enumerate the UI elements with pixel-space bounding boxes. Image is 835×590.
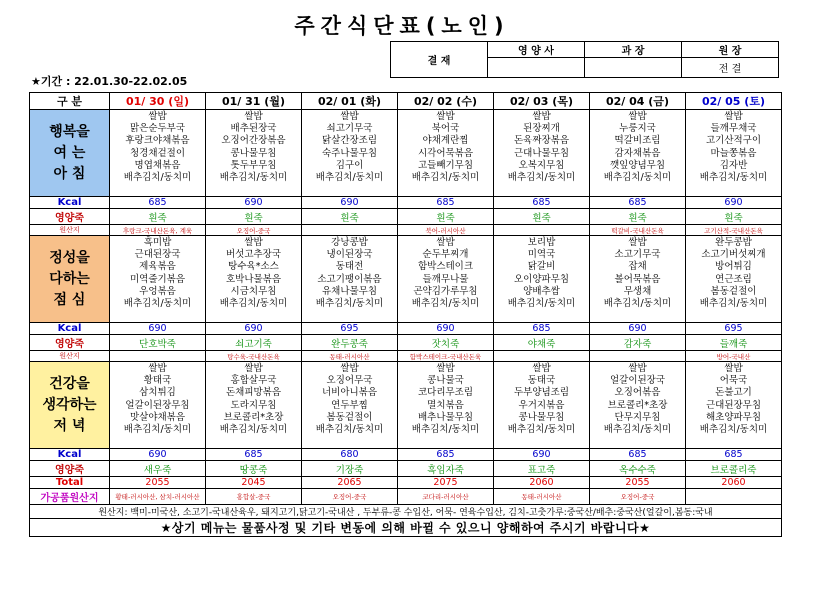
origin-value: 북어-러시아산 bbox=[398, 225, 494, 236]
dish-item: 배추김치/동치미 bbox=[411, 298, 480, 310]
breakfast-menu-fri bbox=[590, 110, 686, 197]
dish-item: 근대된장무침 bbox=[705, 399, 762, 411]
kcal-value: 690 bbox=[494, 449, 590, 461]
lunch-menu-fri bbox=[590, 236, 686, 323]
porridge-label: 영양죽 bbox=[30, 335, 110, 351]
kcal-value: 685 bbox=[398, 449, 494, 461]
dish-item: 방어튀김 bbox=[715, 261, 752, 273]
breakfast-porridge-row bbox=[30, 209, 782, 225]
dish-item: 미역국 bbox=[527, 249, 556, 261]
dish-item: 배추김치/동치미 bbox=[603, 424, 672, 436]
kcal-value: 690 bbox=[686, 197, 782, 209]
dish-item: 우거지볶음 bbox=[518, 399, 565, 411]
lunch-menu-sun bbox=[110, 236, 206, 323]
dish-item: 연두부찜 bbox=[331, 399, 368, 411]
dinner-menu-sun bbox=[110, 362, 206, 449]
dish-item: 제육볶음 bbox=[139, 261, 176, 273]
dish-item: 쌀밥 bbox=[436, 363, 455, 374]
lunch-label bbox=[30, 236, 110, 323]
breakfast-label-line: 여 는 bbox=[53, 144, 86, 161]
dish-item: 어묵국 bbox=[719, 375, 748, 387]
dinner-menu-mon bbox=[206, 362, 302, 449]
dinner-menu-wed bbox=[398, 362, 494, 449]
dish-item: 떡갈비조림 bbox=[614, 135, 661, 147]
origin-label: 원산지 bbox=[30, 351, 110, 362]
dish-item: 쌀밥 bbox=[340, 363, 359, 374]
dinner-menu-row bbox=[30, 362, 782, 449]
dish-item: 양배추쌈 bbox=[523, 285, 560, 297]
dish-item: 브로콜리*초장 bbox=[223, 411, 284, 423]
kcal-value: 690 bbox=[206, 323, 302, 335]
lunch-label-line: 정성을 bbox=[49, 249, 90, 266]
breakfast-menu-mon bbox=[206, 110, 302, 197]
kcal-label: Kcal bbox=[30, 197, 110, 209]
dish-item: 버섯고추장국 bbox=[225, 249, 282, 261]
breakfast-label-line: 행복을 bbox=[49, 123, 90, 140]
notice-row bbox=[30, 519, 782, 537]
dish-item: 잡채 bbox=[628, 261, 647, 273]
dish-item: 쇠고기무국 bbox=[326, 123, 373, 135]
day-header-thu: 02/ 03 (목) bbox=[494, 93, 590, 110]
dish-item: 동태전 bbox=[335, 261, 364, 273]
processed-origin-value: 황태-러시아산, 삼치-러시아산 bbox=[110, 489, 206, 505]
dish-item: 얼갈이된장무침 bbox=[125, 399, 190, 411]
kcal-value: 690 bbox=[398, 323, 494, 335]
dish-item: 쌀밥 bbox=[340, 111, 359, 122]
porridge-value: 브로콜리죽 bbox=[686, 461, 782, 477]
dish-item: 코다리무조림 bbox=[417, 387, 474, 399]
dish-item: 배추나물무침 bbox=[417, 411, 474, 423]
day-header-mon: 01/ 31 (월) bbox=[206, 93, 302, 110]
dish-item: 순두부찌개 bbox=[422, 249, 469, 261]
dinner-menu-sat bbox=[686, 362, 782, 449]
approval-table bbox=[390, 41, 779, 78]
dish-item: 고들빼기무침 bbox=[417, 159, 474, 171]
origin-value: 고기산적-국내산돈육 bbox=[686, 225, 782, 236]
dish-item: 배추김치/동치미 bbox=[315, 172, 384, 184]
breakfast-label bbox=[30, 110, 110, 197]
dish-item: 배추김치/동치미 bbox=[603, 298, 672, 310]
total-row bbox=[30, 477, 782, 489]
approval-sign-director: 전 결 bbox=[682, 58, 779, 78]
kcal-value: 685 bbox=[494, 197, 590, 209]
breakfast-label-line: 아 침 bbox=[53, 165, 86, 182]
total-value: 2060 bbox=[494, 477, 590, 489]
dish-item: 배추김치/동치미 bbox=[603, 172, 672, 184]
dish-item: 쌀밥 bbox=[532, 111, 551, 122]
dish-item: 멸치볶음 bbox=[427, 399, 464, 411]
dish-item: 콩나물무침 bbox=[518, 411, 565, 423]
origin-value: 오징어-중국 bbox=[206, 225, 302, 236]
lunch-menu-sat bbox=[686, 236, 782, 323]
dish-item: 봄동겉절이 bbox=[326, 411, 373, 423]
dish-item: 쌀밥 bbox=[148, 111, 167, 122]
breakfast-menu-sat bbox=[686, 110, 782, 197]
dish-item: 미역줄기볶음 bbox=[129, 273, 186, 285]
porridge-value: 표고죽 bbox=[494, 461, 590, 477]
total-value: 2045 bbox=[206, 477, 302, 489]
dish-item: 배추김치/동치미 bbox=[411, 424, 480, 436]
porridge-value: 옥수수죽 bbox=[590, 461, 686, 477]
origin-value bbox=[302, 225, 398, 236]
porridge-value: 흰죽 bbox=[590, 209, 686, 225]
total-value: 2065 bbox=[302, 477, 398, 489]
day-header-fri: 02/ 04 (금) bbox=[590, 93, 686, 110]
dish-item: 쌀밥 bbox=[244, 111, 263, 122]
kcal-value: 685 bbox=[398, 197, 494, 209]
breakfast-menu-sun bbox=[110, 110, 206, 197]
dinner-label-line: 건강을 bbox=[49, 375, 90, 392]
menu-change-notice: ★상기 메뉴는 물품사정 및 기타 변동에 의해 바뀔 수 있으니 양해하여 주시기 바랍니다★ bbox=[30, 519, 782, 537]
dish-item: 청경채겉절이 bbox=[129, 147, 186, 159]
kcal-value: 685 bbox=[590, 197, 686, 209]
dish-item: 홍합살무국 bbox=[230, 375, 277, 387]
porridge-value: 새우죽 bbox=[110, 461, 206, 477]
porridge-value: 흰죽 bbox=[494, 209, 590, 225]
dish-item: 쌀밥 bbox=[628, 363, 647, 374]
dish-item: 배추김치/동치미 bbox=[699, 172, 768, 184]
dish-item: 보리밥 bbox=[527, 237, 556, 248]
porridge-value: 흑임자죽 bbox=[398, 461, 494, 477]
lunch-menu-wed bbox=[398, 236, 494, 323]
kcal-value: 685 bbox=[110, 197, 206, 209]
dish-item: 쌀밥 bbox=[244, 237, 263, 248]
lunch-porridge-row bbox=[30, 335, 782, 351]
dish-item: 쌀밥 bbox=[724, 111, 743, 122]
total-label: Total bbox=[30, 477, 110, 489]
dish-item: 흑미밥 bbox=[143, 237, 172, 248]
dish-item: 소고기무국 bbox=[614, 249, 661, 261]
kcal-value: 685 bbox=[494, 323, 590, 335]
kcal-value: 690 bbox=[590, 323, 686, 335]
processed-origin-value: 코다리-러시아산 bbox=[398, 489, 494, 505]
breakfast-kcal-row bbox=[30, 197, 782, 209]
dish-item: 시금치무침 bbox=[230, 285, 277, 297]
page-title: 주간식단표(노인) bbox=[294, 14, 510, 38]
dinner-menu-thu bbox=[494, 362, 590, 449]
origin-value bbox=[590, 351, 686, 362]
origin-value: 떡갈비-국내산돈육 bbox=[590, 225, 686, 236]
processed-origin-value: 오징어-중국 bbox=[590, 489, 686, 505]
dish-item: 쌀밥 bbox=[628, 111, 647, 122]
dish-item: 숙주나물무침 bbox=[321, 147, 378, 159]
origin-value: 후랑크-국내산돈육, 계육 bbox=[110, 225, 206, 236]
kcal-label: Kcal bbox=[30, 323, 110, 335]
porridge-label: 영양죽 bbox=[30, 209, 110, 225]
porridge-value: 흰죽 bbox=[686, 209, 782, 225]
breakfast-menu-thu bbox=[494, 110, 590, 197]
approval-role-dietitian: 영 양 사 bbox=[488, 42, 585, 58]
dinner-menu-tue bbox=[302, 362, 398, 449]
processed-origin-value bbox=[686, 489, 782, 505]
dish-item: 야채계란찜 bbox=[422, 135, 469, 147]
approval-sign-dietitian bbox=[488, 58, 585, 78]
dish-item: 배추김치/동치미 bbox=[219, 298, 288, 310]
lunch-label-line: 다하는 bbox=[49, 270, 90, 287]
dish-item: 곤약김가루무침 bbox=[413, 285, 478, 297]
porridge-value: 땅콩죽 bbox=[206, 461, 302, 477]
dish-item: 들깨무채국 bbox=[710, 123, 757, 135]
porridge-value: 감자죽 bbox=[590, 335, 686, 351]
porridge-value: 잣치죽 bbox=[398, 335, 494, 351]
origin-value: 동태-러시아산 bbox=[302, 351, 398, 362]
dish-item: 오징어간장볶음 bbox=[221, 135, 286, 147]
lunch-label-line: 점 심 bbox=[53, 291, 86, 308]
kcal-value: 690 bbox=[110, 323, 206, 335]
approval-sign-manager bbox=[585, 58, 682, 78]
dish-item: 배추김치/동치미 bbox=[699, 424, 768, 436]
dish-item: 소고기버섯찌개 bbox=[701, 249, 766, 261]
dish-item: 해초양파무침 bbox=[705, 411, 762, 423]
dish-item: 소고기팽이볶음 bbox=[317, 273, 382, 285]
porridge-value: 기장죽 bbox=[302, 461, 398, 477]
dish-item: 들깨무나물 bbox=[422, 273, 469, 285]
porridge-value: 단호박죽 bbox=[110, 335, 206, 351]
dish-item: 배추김치/동치미 bbox=[411, 172, 480, 184]
dish-item: 김구이 bbox=[335, 159, 364, 171]
approval-label: 결 재 bbox=[391, 42, 488, 78]
kcal-value: 685 bbox=[206, 449, 302, 461]
dish-item: 돈채피망볶음 bbox=[225, 387, 282, 399]
dish-item: 돈육짜장볶음 bbox=[513, 135, 570, 147]
lunch-origin-row bbox=[30, 351, 782, 362]
origin-value: 방어-국내산 bbox=[686, 351, 782, 362]
weekly-menu-table bbox=[29, 92, 782, 537]
porridge-value: 흰죽 bbox=[110, 209, 206, 225]
dish-item: 콩나물국 bbox=[427, 375, 464, 387]
day-header-wed: 02/ 02 (수) bbox=[398, 93, 494, 110]
origin-value bbox=[494, 225, 590, 236]
dish-item: 오복지무침 bbox=[518, 159, 565, 171]
dish-item: 도라지무침 bbox=[230, 399, 277, 411]
category-header: 구 분 bbox=[30, 93, 110, 110]
breakfast-menu-tue bbox=[302, 110, 398, 197]
dish-item: 오이양파무침 bbox=[513, 273, 570, 285]
porridge-value: 흰죽 bbox=[398, 209, 494, 225]
porridge-value: 야채죽 bbox=[494, 335, 590, 351]
dish-item: 오징어볶음 bbox=[614, 387, 661, 399]
kcal-value: 680 bbox=[302, 449, 398, 461]
dish-item: 봄동겉절이 bbox=[710, 285, 757, 297]
origin-value bbox=[494, 351, 590, 362]
processed-origin-label: 가공품원산지 bbox=[30, 489, 110, 505]
processed-origin-value: 동태-러시아산 bbox=[494, 489, 590, 505]
porridge-label: 영양죽 bbox=[30, 461, 110, 477]
day-header-sat: 02/ 05 (토) bbox=[686, 93, 782, 110]
kcal-label: Kcal bbox=[30, 449, 110, 461]
total-value: 2055 bbox=[590, 477, 686, 489]
dish-item: 배추김치/동치미 bbox=[123, 298, 192, 310]
origin-value: 함박스테이크-국내산돈육 bbox=[398, 351, 494, 362]
processed-origin-value: 홍합살-중국 bbox=[206, 489, 302, 505]
breakfast-menu-wed bbox=[398, 110, 494, 197]
porridge-value: 완두콩죽 bbox=[302, 335, 398, 351]
dish-item: 쌀밥 bbox=[436, 111, 455, 122]
kcal-value: 690 bbox=[206, 197, 302, 209]
dish-item: 쌀밥 bbox=[244, 363, 263, 374]
dinner-label bbox=[30, 362, 110, 449]
lunch-kcal-row bbox=[30, 323, 782, 335]
day-header-sun: 01/ 30 (일) bbox=[110, 93, 206, 110]
dinner-label-line: 저 녁 bbox=[53, 417, 86, 434]
total-value: 2075 bbox=[398, 477, 494, 489]
dish-item: 유채나물무침 bbox=[321, 285, 378, 297]
porridge-value: 들깨죽 bbox=[686, 335, 782, 351]
kcal-value: 690 bbox=[110, 449, 206, 461]
dish-item: 쌀밥 bbox=[724, 363, 743, 374]
dish-item: 두부양념조림 bbox=[513, 387, 570, 399]
kcal-value: 690 bbox=[302, 197, 398, 209]
lunch-menu-mon bbox=[206, 236, 302, 323]
dish-item: 너비아니볶음 bbox=[321, 387, 378, 399]
dish-item: 강낭콩밥 bbox=[331, 237, 368, 248]
dish-item: 돈불고기 bbox=[715, 387, 752, 399]
total-value: 2055 bbox=[110, 477, 206, 489]
breakfast-origin-row bbox=[30, 225, 782, 236]
dish-item: 배추김치/동치미 bbox=[315, 298, 384, 310]
origin-value: 탕수육-국내산돈육 bbox=[206, 351, 302, 362]
dish-item: 함박스테이크 bbox=[417, 261, 474, 273]
dish-item: 맑은순두부국 bbox=[129, 123, 186, 135]
dish-item: 탕수육*소스 bbox=[228, 261, 279, 273]
dish-item: 마늘쫑볶음 bbox=[710, 147, 757, 159]
dish-item: 배추김치/동치미 bbox=[219, 424, 288, 436]
dish-item: 완두콩밥 bbox=[715, 237, 752, 248]
dish-item: 배추김치/동치미 bbox=[507, 424, 576, 436]
dish-item: 삼치튀김 bbox=[139, 387, 176, 399]
kcal-value: 695 bbox=[686, 323, 782, 335]
processed-origin-value: 오징어-중국 bbox=[302, 489, 398, 505]
dish-item: 누룽지국 bbox=[619, 123, 656, 135]
dish-item: 쌀밥 bbox=[148, 363, 167, 374]
lunch-menu-thu bbox=[494, 236, 590, 323]
dish-item: 닭살간장조림 bbox=[321, 135, 378, 147]
origin-note-row bbox=[30, 505, 782, 519]
lunch-menu-row bbox=[30, 236, 782, 323]
dinner-kcal-row bbox=[30, 449, 782, 461]
dish-item: 깻잎양념무침 bbox=[609, 159, 666, 171]
lunch-menu-tue bbox=[302, 236, 398, 323]
dish-item: 호박나물볶음 bbox=[225, 273, 282, 285]
dish-item: 북어국 bbox=[431, 123, 460, 135]
origin-value bbox=[110, 351, 206, 362]
dish-item: 쌀밥 bbox=[532, 363, 551, 374]
dish-item: 감자채볶음 bbox=[614, 147, 661, 159]
approval-role-director: 원 장 bbox=[682, 42, 779, 58]
dish-item: 쌀밥 bbox=[436, 237, 455, 248]
dish-item: 후랑크야채볶음 bbox=[125, 135, 190, 147]
dish-item: 명엽채볶음 bbox=[134, 159, 181, 171]
dish-item: 배추된장국 bbox=[230, 123, 277, 135]
dish-item: 냉이된장국 bbox=[326, 249, 373, 261]
dish-item: 닭갈비 bbox=[527, 261, 556, 273]
dish-item: 볼어묵볶음 bbox=[614, 273, 661, 285]
kcal-value: 685 bbox=[686, 449, 782, 461]
dish-item: 얼갈이된장국 bbox=[609, 375, 666, 387]
dish-item: 배추김치/동치미 bbox=[699, 298, 768, 310]
menu-period: ★기간 : 22.01.30-22.02.05 bbox=[31, 75, 188, 88]
dish-item: 무생채 bbox=[623, 285, 652, 297]
dish-item: 배추김치/동치미 bbox=[507, 172, 576, 184]
breakfast-menu-row bbox=[30, 110, 782, 197]
porridge-value: 흰죽 bbox=[206, 209, 302, 225]
dish-item: 단무지무침 bbox=[614, 411, 661, 423]
dish-item: 김자반 bbox=[719, 159, 748, 171]
dish-item: 배추김치/동치미 bbox=[219, 172, 288, 184]
dish-item: 근대된장국 bbox=[134, 249, 181, 261]
dish-item: 오징어무국 bbox=[326, 375, 373, 387]
approval-role-manager: 과 장 bbox=[585, 42, 682, 58]
dish-item: 황태국 bbox=[143, 375, 172, 387]
dish-item: 고기산적구이 bbox=[705, 135, 762, 147]
kcal-value: 695 bbox=[302, 323, 398, 335]
header-row bbox=[30, 93, 782, 110]
dish-item: 근대나물무침 bbox=[513, 147, 570, 159]
day-header-tue: 02/ 01 (화) bbox=[302, 93, 398, 110]
origin-label: 원산지 bbox=[30, 225, 110, 236]
processed-origin-row bbox=[30, 489, 782, 505]
dish-item: 우엉볶음 bbox=[139, 285, 176, 297]
dish-item: 배추김치/동치미 bbox=[315, 424, 384, 436]
porridge-value: 흰죽 bbox=[302, 209, 398, 225]
dinner-porridge-row bbox=[30, 461, 782, 477]
dish-item: 쌀밥 bbox=[628, 237, 647, 248]
total-value: 2060 bbox=[686, 477, 782, 489]
dish-item: 브로콜리*초장 bbox=[607, 399, 668, 411]
kcal-value: 685 bbox=[590, 449, 686, 461]
dish-item: 연근조림 bbox=[715, 273, 752, 285]
dinner-menu-fri bbox=[590, 362, 686, 449]
dish-item: 배추김치/동치미 bbox=[123, 172, 192, 184]
dish-item: 맛살야채볶음 bbox=[129, 411, 186, 423]
origin-note: 원산지: 백미-미국산, 소고기-국내산육우, 돼지고기,닭고기-국내산 , 두부류-콩 수입산, 어묵- 연육수입산, 김치-고춧가루:중국산/배추:중국산(얼갈이,봄동:국내 bbox=[30, 505, 782, 519]
dish-item: 시각어묵볶음 bbox=[417, 147, 474, 159]
porridge-value: 쇠고기죽 bbox=[206, 335, 302, 351]
dish-item: 톳두부무침 bbox=[230, 159, 277, 171]
dish-item: 배추김치/동치미 bbox=[507, 298, 576, 310]
dish-item: 된장찌개 bbox=[523, 123, 560, 135]
dish-item: 배추김치/동치미 bbox=[123, 424, 192, 436]
dish-item: 동태국 bbox=[527, 375, 556, 387]
dinner-label-line: 생각하는 bbox=[42, 396, 97, 413]
dish-item: 콩나물무침 bbox=[230, 147, 277, 159]
